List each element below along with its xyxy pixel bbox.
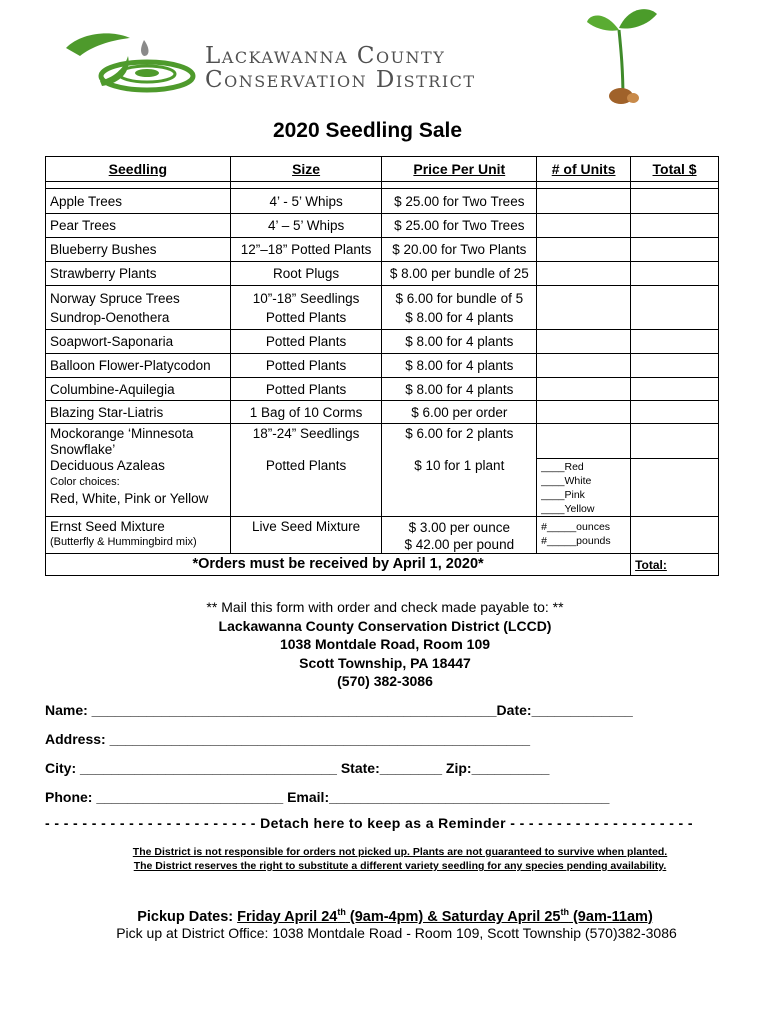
total-input[interactable]: [631, 214, 719, 238]
total-input[interactable]: [631, 286, 719, 330]
organization-name: Lackawanna County Conservation District: [205, 43, 476, 93]
table-row: Strawberry Plants Root Plugs $ 8.00 per bundle of 25: [46, 262, 719, 286]
mailing-instructions: ** Mail this form with order and check made payable to: ** Lackawanna County Conservation District (LCCD) 1038 Montdale Road, Room 109 Scott Township, PA 18447 (570) 382-3086: [206, 599, 564, 689]
header-units: # of Units: [537, 157, 631, 182]
units-input[interactable]: [537, 189, 631, 214]
address-field[interactable]: Address: ______________________________________________________: [45, 731, 531, 747]
table-row: Apple Trees 4’ - 5’ Whips $ 25.00 for Two Trees: [46, 189, 719, 214]
total-input[interactable]: [631, 238, 719, 262]
table-row: Deciduous Azaleas Color choices: Red, White, Pink or Yellow Potted Plants $ 10 for 1 plant ____Red ____White ____Pink ____Yellow: [46, 458, 719, 516]
total-input[interactable]: [631, 401, 719, 424]
phone-email-field[interactable]: Phone: ________________________ Email:____________________________________: [45, 789, 610, 805]
header-size: Size: [230, 157, 382, 182]
color-options: Red, White, Pink or Yellow: [50, 491, 209, 506]
page-title: 2020 Seedling Sale: [272, 119, 463, 142]
units-input[interactable]: [537, 238, 631, 262]
seed-mix-units[interactable]: #_____ounces #_____pounds: [537, 516, 631, 553]
table-row: Soapwort-Saponaria Potted Plants $ 8.00 for 4 plants: [46, 330, 719, 354]
total-input[interactable]: [631, 516, 719, 553]
table-row: Pear Trees 4’ – 5’ Whips $ 25.00 for Two Trees: [46, 214, 719, 238]
total-input[interactable]: [631, 424, 719, 459]
units-input[interactable]: [537, 214, 631, 238]
total-label: Total:: [635, 557, 667, 572]
price-value: $ 6.00 for bundle of 5: [395, 291, 524, 306]
units-input[interactable]: [537, 286, 631, 330]
pickup-location: Pick up at District Office: 1038 Montdale Road - Room 109, Scott Township (570)382-3086: [116, 925, 677, 941]
total-input[interactable]: [631, 262, 719, 286]
units-input[interactable]: [537, 401, 631, 424]
seedling-name: Sundrop-Oenothera: [50, 310, 170, 325]
table-spacer-row: [46, 182, 719, 189]
detach-line: - - - - - - - - - - - - - - - - - - - - - - - Detach here to keep as a Reminder - - - - - - - - - - - - - - - - - - - -: [45, 815, 693, 831]
total-input[interactable]: [631, 189, 719, 214]
grand-total-cell[interactable]: [631, 553, 719, 575]
disclaimer: The District is not responsible for orders not picked up. Plants are not guaranteed to survive when planted. The District reserves the right to substitute a different variety seedling for any species pending availability.: [132, 846, 668, 872]
pickup-dates: Pickup Dates: Friday April 24th (9am-4pm) & Saturday April 25th (9am-11am): [137, 907, 653, 925]
table-row: Balloon Flower-Platycodon Potted Plants $ 8.00 for 4 plants: [46, 354, 719, 378]
orders-deadline-note: *Orders must be received by April 1, 2020*: [46, 553, 631, 575]
total-input[interactable]: [631, 458, 719, 516]
seedling-name: Deciduous Azaleas: [50, 458, 165, 473]
units-input[interactable]: [537, 330, 631, 354]
district-logo: [62, 26, 202, 96]
total-input[interactable]: [631, 354, 719, 378]
color-choices-label: Color choices:: [50, 476, 120, 488]
azalea-color-units[interactable]: ____Red ____White ____Pink ____Yellow: [537, 458, 631, 516]
total-input[interactable]: [631, 330, 719, 354]
orders-footer-row: [46, 553, 719, 575]
price-value: $ 3.00 per ounce: [408, 519, 510, 535]
seed-mix-note: (Butterfly & Hummingbird mix): [50, 535, 197, 548]
table-header-row: [46, 157, 719, 182]
header-total: Total $: [631, 157, 719, 182]
table-row: Blazing Star-Liatris 1 Bag of 10 Corms $ 6.00 per order: [46, 401, 719, 424]
seedling-order-table: [45, 156, 719, 576]
seedling-name: Norway Spruce Trees: [50, 291, 180, 306]
city-state-zip-field[interactable]: City: _________________________________ State:________ Zip:__________: [45, 760, 550, 776]
table-row: Mockorange ‘Minnesota Snowflake’ 18”-24” Seedlings $ 6.00 for 2 plants: [46, 424, 719, 459]
header-seedling: Seedling: [46, 157, 231, 182]
size-value: 10”-18” Seedlings: [252, 291, 360, 306]
units-input[interactable]: [537, 262, 631, 286]
total-input[interactable]: [631, 378, 719, 401]
table-row: Columbine-Aquilegia Potted Plants $ 8.00 for 4 plants: [46, 378, 719, 401]
table-row: Blueberry Bushes 12”–18” Potted Plants $ 20.00 for Two Plants: [46, 238, 719, 262]
header-price: Price Per Unit: [382, 157, 537, 182]
table-row: Ernst Seed Mixture (Butterfly & Hummingbird mix) Live Seed Mixture $ 3.00 per ounce $ 42.00 per pound #_____ounces #_____pounds: [46, 516, 719, 553]
name-date-field[interactable]: Name: ____________________________________________________Date:_____________: [45, 702, 633, 718]
price-value: $ 42.00 per pound: [404, 536, 515, 552]
size-value: Potted Plants: [265, 310, 347, 325]
units-input[interactable]: [537, 354, 631, 378]
units-input[interactable]: [537, 424, 631, 459]
table-row: [46, 286, 719, 330]
price-value: $ 8.00 for 4 plants: [405, 310, 514, 325]
units-input[interactable]: [537, 378, 631, 401]
seedling-name: Ernst Seed Mixture: [50, 518, 165, 534]
seedling-sprout-image: [585, 0, 665, 110]
